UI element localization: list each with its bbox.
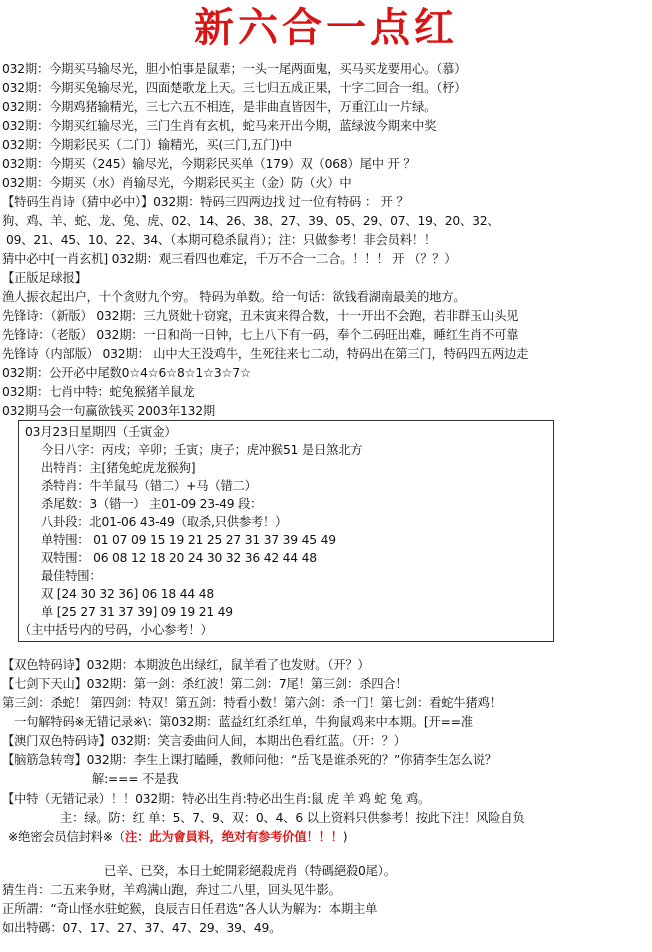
text-line: 032期：今期鸡猪输精光，三七六五不相连，是非曲直皆因牛，万重江山一片绿。 [2, 100, 437, 114]
text-line: 032期：今期买马输尽光，胆小怕事是鼠辈；一头一尾两面鬼，买马买龙要用心。（慕） [2, 62, 467, 76]
text-line [8, 828, 652, 846]
secret-note: 注：此为會員料，绝对有参考价值！！！ [124, 830, 343, 844]
text-line: 032期：今期彩民买（二门）输精光，买(三门,五门)中 [2, 138, 292, 152]
text-line: 一句解特码※无错记录※\：第032期：蓝益红红杀红单，牛狗鼠鸡来中本期。[开==准 [14, 715, 473, 729]
box-shuang-te: 双特围： 06 08 12 18 20 24 30 32 36 42 44 48 [41, 551, 317, 565]
text-line: 032期：七肖中特：蛇兔猴猪羊鼠龙 [2, 385, 195, 399]
text-line: 【双色特码诗】032期：本期波色出绿红，鼠羊看了也发财。（开？） [2, 658, 370, 672]
box-bazi: 今日八字：丙戌；辛卯；壬寅；庚子；虎冲猴51 是日煞北方 [41, 443, 363, 457]
box-bagua: 八卦段：北01-06 43-49（取杀,只供参考！） [41, 515, 288, 529]
box-zui-jia: 最佳特围： [41, 569, 102, 583]
page-title: 新六合一点红 [194, 4, 458, 51]
text-line: 032期：今期买（245）输尽光，今期彩民买单（179）双（068）尾中 开 ？ [2, 157, 416, 171]
text-line: 如出特碼：07、17、27、37、47、29、39、49。 [2, 921, 282, 935]
text-line: 猜生肖：二五来争财，羊鸡满山跑，奔过二八里，回头见牛影。 [2, 883, 341, 897]
text-line: 渔人振衣起出户，十个贪财九个穷。 特码为单数。给一句话：欲钱看湖南最美的地方。 [2, 290, 466, 304]
box-dan-te: 单特围： 01 07 09 15 19 21 25 27 31 37 39 45 49 [41, 533, 336, 547]
box-sha-te: 杀特肖：牛羊鼠马（错二）+马（错二） [41, 479, 257, 493]
text-line: 【澳门双色特码诗】032期：笑言委曲问人间，本期出色看红蓝。（开：？） [2, 734, 406, 748]
section-heading: 【正版足球报】 [2, 271, 87, 285]
box-date: 03月23日星期四（壬寅金） [25, 425, 177, 439]
info-box [18, 420, 554, 642]
box-sha-wei: 杀尾数：3（错一） 主01-09 23-49 段： [41, 497, 263, 511]
box-dan-row: 单 [25 27 31 37 39] 09 19 21 49 [41, 605, 233, 619]
text-line: 第三剑：杀蛇！ 第四剑：特双！第五剑：特看小数！第六剑：杀一门！第七剑：看蛇牛猪鸡！ [2, 696, 502, 710]
text-line: 【中特（无错记录）！！032期：特必出生肖:特必出生肖:鼠 虎 羊 鸡 蛇 兔 鸡。 [2, 792, 431, 806]
text-line: 【特码生肖诗（猜中必中）】032期：特码三四两边找 过一位有特码 ： 开 ？ [2, 195, 409, 209]
box-shuang-row: 双 [24 30 32 36] 06 18 44 48 [41, 587, 214, 601]
text-line: 032期马会一句赢欲钱买 2003年132期 [2, 404, 216, 418]
secret-label: ※绝密会员信封料※（ [8, 830, 125, 844]
text-line: 032期：今期买兔输尽光，四面楚歌龙上天。三七归五成正果，十字二回合一组。（杼） [2, 81, 467, 95]
text-line: 032期：今期买（水）肖输尽光，今期彩民买主（金）防（火）中 [2, 176, 352, 190]
text-line: 主：绿。防：红 单：5、7、9、双：0、4、6 以上资料只供参考！按此下注！风险自负 [60, 811, 525, 825]
text-line: 032期：今期买红输尽光，三门生肖有玄机，蛇马来开出今期，蓝绿波今期来中奖 [2, 119, 437, 133]
text-line: 【七剑下天山】032期：第一剑：杀红波！第二剑：7尾！第三剑：杀四合！ [2, 677, 408, 691]
secret-close: ) [342, 830, 348, 844]
text-line: 正所謂：“奇山怪水驻蛇猴，良辰吉日任君选”各人认为解为：本期主单 [2, 902, 378, 916]
text-line: 先锋诗：（老版） 032期：一日和尚一日钟，七上八下有一码，奉个二码旺出难，睡红生肖不可靠 [2, 328, 519, 342]
text-line: 【脑筋急转弯】032期：李生上课打瞌睡，教师问他：“岳飞是谁杀死的？”你猜李生怎么说？ [2, 753, 497, 767]
text-line: 解:=== 不是我 [92, 772, 179, 786]
text-line: 狗、鸡、羊、蛇、龙、兔、虎、02、14、26、38、27、39、05、29、07、19、20、32、 [2, 214, 500, 228]
box-chu-te: 出特肖：主[猪兔蛇虎龙猴狗] [41, 461, 196, 475]
text-line: 09、21、45、10、22、34、（本期可稳杀鼠肖）；注：只做参考！非会员料！！ [6, 233, 436, 247]
text-line: 032期：公开必中尾数0☆4☆6☆8☆1☆3☆7☆ [2, 366, 251, 380]
text-line: 先锋诗：（新版） 032期：三九贤妣十窃窕，丑未寅来得合数，十一开出不会跑，若非群玉山头见 [2, 309, 519, 323]
text-line: 先锋诗（内部版） 032期： 山中大王没鸡牛，生死往来七二动，特码出在第三门，特码四五两边走 [2, 347, 529, 361]
box-note: （主中括号内的号码，小心参考！） [19, 623, 213, 637]
text-line: 猜中必中[一肖玄机] 032期：观三看四也难定，千万不合一二合。！！！ 开 （？？） [2, 252, 457, 266]
text-line: 已辛、已癸，本日土蛇開彩絕殺虎肖（特碼絕殺0尾）。 [104, 864, 396, 878]
